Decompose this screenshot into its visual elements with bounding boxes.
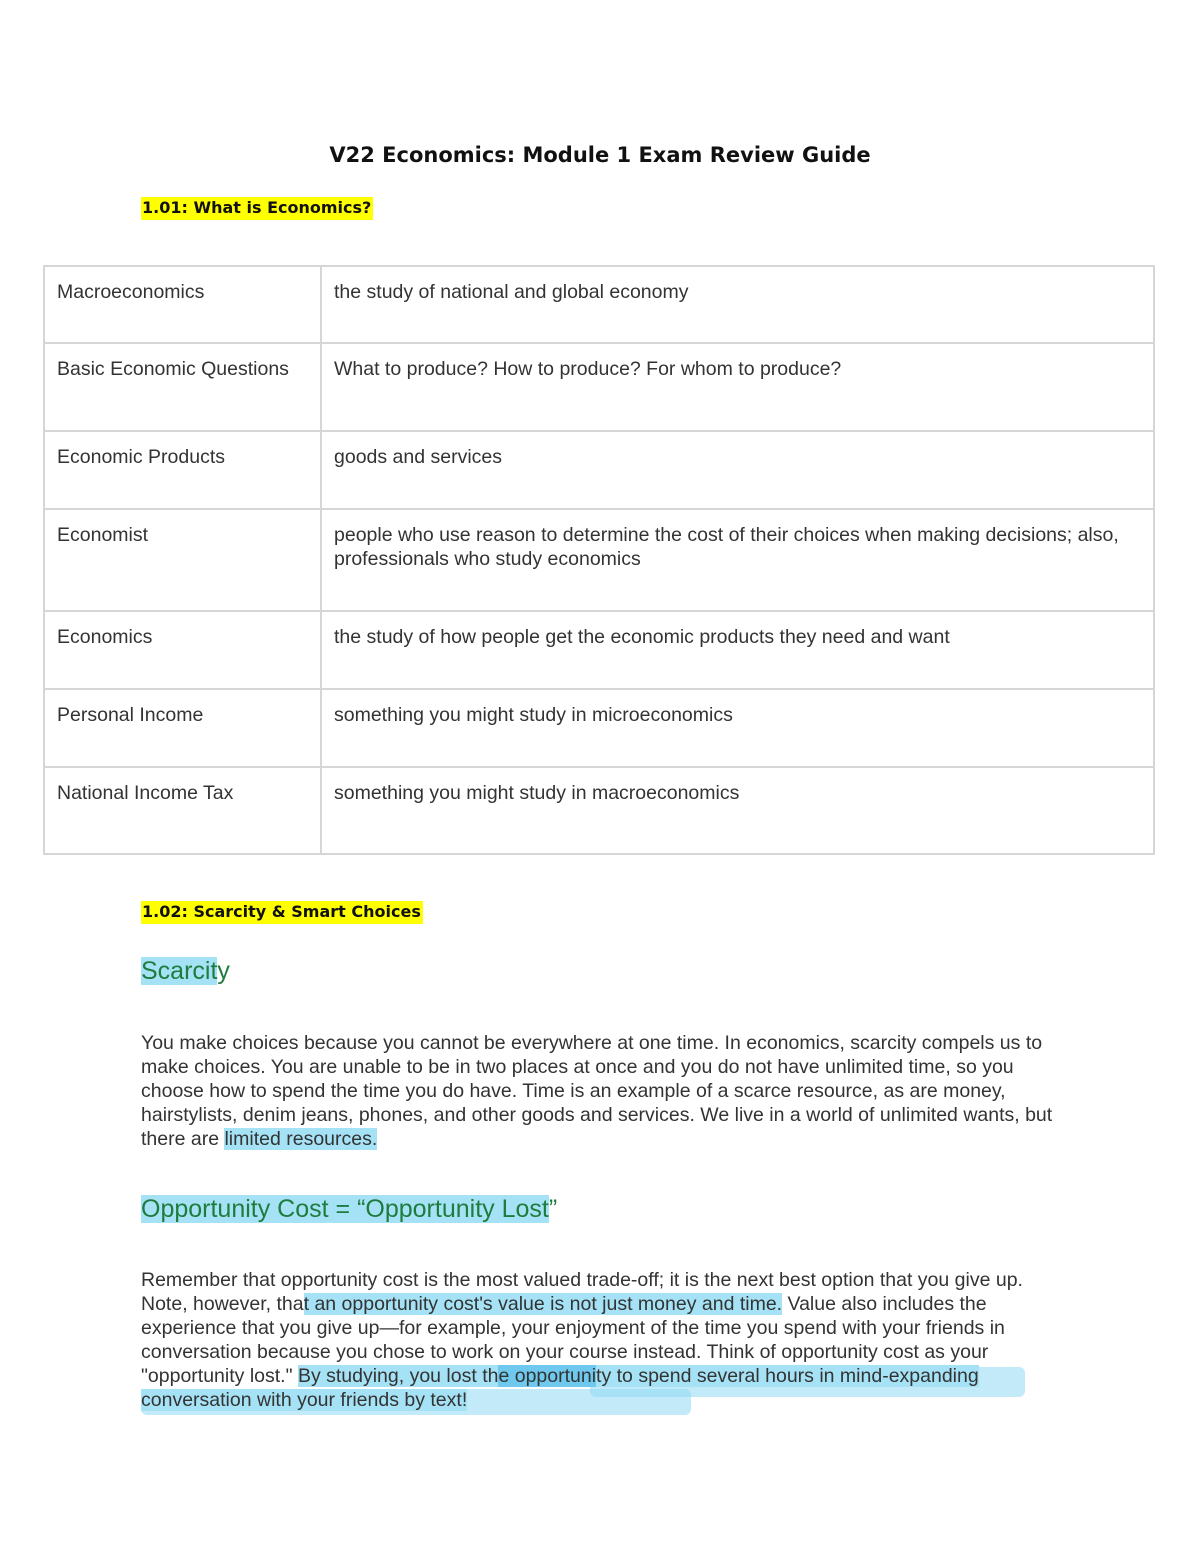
term-cell: Personal Income — [44, 689, 321, 767]
definition-cell: something you might study in microeconomics — [321, 689, 1154, 767]
table-row — [44, 767, 1154, 854]
opportunity-heading-highlight: Opportunity Cost = “Opportunity Lost — [141, 1195, 549, 1223]
table-row — [44, 611, 1154, 689]
definition-cell: the study of how people get the economic products they need and want — [321, 611, 1154, 689]
definition-cell: something you might study in macroeconomics — [321, 767, 1154, 854]
value-highlight: t an opportunity cost's value is not just money and time. — [303, 1293, 783, 1315]
studying-highlight: By studying, you lost th — [297, 1365, 499, 1387]
table-row — [44, 509, 1154, 611]
definition-cell: goods and services — [321, 431, 1154, 509]
definition-cell: What to produce? How to produce? For whom to produce? — [321, 343, 1154, 431]
scarcity-heading: Scarcity — [141, 957, 230, 985]
table-row — [44, 689, 1154, 767]
term-cell: Economist — [44, 509, 321, 611]
studying-highlight-end: ty to spend several hours in mind-expanding conversation with your friends by text! — [141, 1365, 979, 1411]
document-title: V22 Economics: Module 1 Exam Review Guide — [329, 143, 871, 167]
term-cell: National Income Tax — [44, 767, 321, 854]
terms-table — [43, 265, 1155, 855]
opportunity-cost-heading: Opportunity Cost = “Opportunity Lost” — [141, 1195, 558, 1223]
opportunity-cost-paragraph: Remember that opportunity cost is the most valued trade-off; it is the next best option that you give up. Note, however, that an opportunity cost's value is not just money and time. Value also includes the experience that you give up—for example, your enjoyment of the time you spend with your friends in conversation because you chose to work on your course instead. Think of opportunity cost as your "opportunity lost." By studying, you lost the opportunity to spend several hours in mind-expanding conversation with your friends by text! — [141, 1269, 1023, 1411]
table-row — [44, 266, 1154, 343]
limited-resources-highlight: limited resources. — [224, 1128, 378, 1150]
term-cell: Economic Products — [44, 431, 321, 509]
term-cell: Macroeconomics — [44, 266, 321, 343]
definition-cell: the study of national and global economy — [321, 266, 1154, 343]
opportunity-strong-highlight: e opportuni — [498, 1365, 597, 1387]
term-cell: Basic Economic Questions — [44, 343, 321, 431]
table-row — [44, 431, 1154, 509]
section-heading-1-01: 1.01: What is Economics? — [141, 197, 373, 220]
scarcity-paragraph: You make choices because you cannot be everywhere at one time. In economics, scarcity compels us to make choices. You are unable to be in two places at once and you do not have unlimited time, so you choose how to spend the time you do have. Time is an example of a scarce resource, as are money, hairstylists, denim jeans, phones, and other goods and services. We live in a world of unlimited wants, but there are limited resources. — [141, 1032, 1053, 1150]
scarcity-heading-highlight: Scarcit — [141, 957, 218, 985]
definition-cell: people who use reason to determine the cost of their choices when making decisions; also, professionals who study economics — [321, 509, 1154, 611]
section-heading-1-02: 1.02: Scarcity & Smart Choices — [141, 901, 423, 924]
table-row — [44, 343, 1154, 431]
term-cell: Economics — [44, 611, 321, 689]
